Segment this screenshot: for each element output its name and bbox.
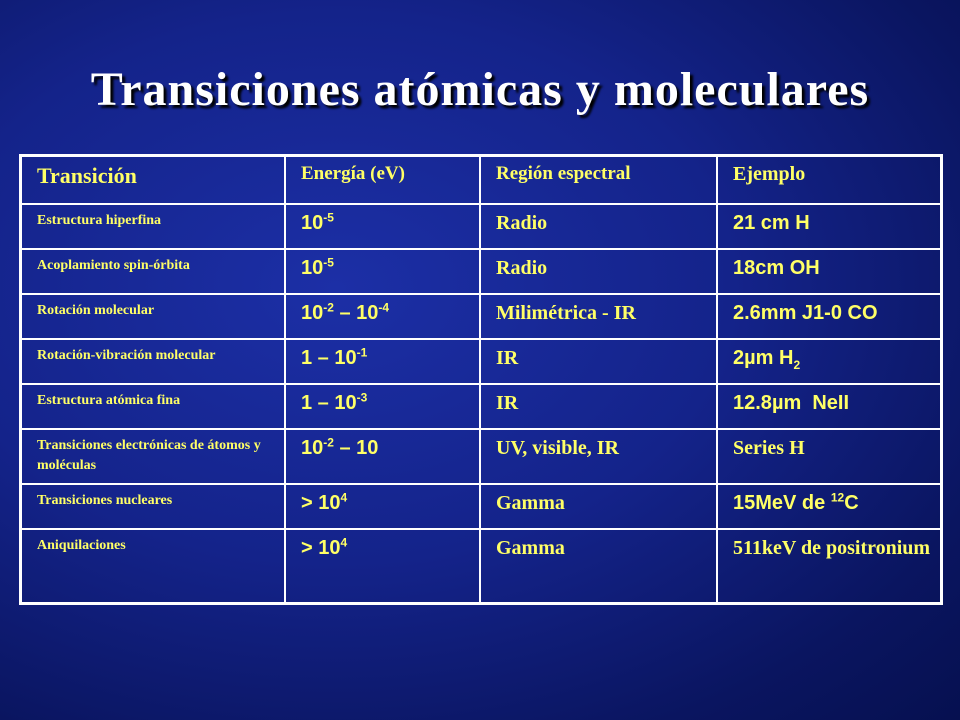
energy-exponent: 4 bbox=[340, 489, 348, 504]
energy-prefix: > bbox=[301, 491, 319, 514]
transitions-table bbox=[19, 154, 943, 605]
energy-exponent: 4 bbox=[340, 534, 348, 549]
table-header-row bbox=[21, 156, 942, 204]
energy-exponent: -1 bbox=[356, 344, 368, 359]
example-superscript: 12 bbox=[830, 489, 845, 504]
example-text: m H bbox=[755, 346, 794, 369]
energy-exponent: -3 bbox=[356, 389, 368, 404]
row-name: Transiciones nucleares bbox=[21, 484, 286, 529]
energy-exponent: -4 bbox=[378, 299, 390, 314]
row-region: Radio bbox=[480, 249, 717, 294]
row-energy bbox=[285, 484, 480, 529]
energy-dash: – bbox=[333, 301, 357, 324]
row-example: 511keV de positronium bbox=[717, 529, 942, 604]
table-row bbox=[21, 529, 942, 604]
row-example: 21 cm H bbox=[717, 204, 942, 249]
mu-symbol: µ bbox=[744, 346, 756, 369]
energy-dash: – bbox=[312, 391, 335, 414]
mu-symbol: µ bbox=[771, 391, 784, 414]
energy-base: 10 bbox=[301, 301, 324, 324]
header-energia: Energía (eV) bbox=[285, 156, 480, 204]
energy-base: 10 bbox=[318, 536, 341, 559]
row-name: Aniquilaciones bbox=[21, 529, 286, 604]
table-row bbox=[21, 384, 942, 429]
row-energy bbox=[285, 339, 480, 384]
energy-dash: – bbox=[333, 436, 357, 459]
energy-base: 10 bbox=[301, 256, 324, 279]
table-row bbox=[21, 294, 942, 339]
energy-exponent: -5 bbox=[323, 209, 334, 224]
energy-base: 10 bbox=[301, 211, 324, 234]
row-example: 18cm OH bbox=[717, 249, 942, 294]
header-ejemplo: Ejemplo bbox=[717, 156, 942, 204]
table-row bbox=[21, 339, 942, 384]
energy-base: 10 bbox=[356, 301, 379, 324]
slide-title: Transiciones atómicas y moleculares bbox=[90, 63, 870, 116]
row-example: 2.6mm J1-0 CO bbox=[717, 294, 942, 339]
row-name: Acoplamiento spin-órbita bbox=[21, 249, 286, 294]
row-example: Series H bbox=[717, 429, 942, 484]
header-transicion: Transición bbox=[21, 156, 286, 204]
energy-base: 1 bbox=[301, 346, 313, 369]
example-subscript: 2 bbox=[793, 357, 801, 372]
row-energy bbox=[285, 249, 480, 294]
row-energy bbox=[285, 384, 480, 429]
row-energy bbox=[285, 429, 480, 484]
energy-exponent: -5 bbox=[323, 254, 334, 269]
row-name: Estructura hiperfina bbox=[21, 204, 286, 249]
header-region: Región espectral bbox=[480, 156, 717, 204]
energy-exponent: -2 bbox=[323, 434, 334, 449]
energy-base: 10 bbox=[318, 491, 341, 514]
table-row bbox=[21, 484, 942, 529]
row-example bbox=[717, 484, 942, 529]
energy-base: 1 bbox=[301, 391, 313, 414]
example-text: m NeII bbox=[783, 391, 850, 414]
row-region: Milimétrica - IR bbox=[480, 294, 717, 339]
energy-base: 10 bbox=[356, 436, 379, 459]
row-region: Gamma bbox=[480, 529, 717, 604]
example-prefix: 15MeV de bbox=[733, 491, 831, 514]
row-example bbox=[717, 384, 942, 429]
row-example bbox=[717, 339, 942, 384]
energy-base: 10 bbox=[334, 346, 357, 369]
row-name: Rotación molecular bbox=[21, 294, 286, 339]
energy-base: 10 bbox=[334, 391, 357, 414]
row-energy bbox=[285, 529, 480, 604]
row-region: IR bbox=[480, 339, 717, 384]
row-region: IR bbox=[480, 384, 717, 429]
row-region: Gamma bbox=[480, 484, 717, 529]
row-region: UV, visible, IR bbox=[480, 429, 717, 484]
energy-exponent: -2 bbox=[323, 299, 334, 314]
row-name: Rotación-vibración molecular bbox=[21, 339, 286, 384]
energy-dash: – bbox=[312, 346, 335, 369]
row-region: Radio bbox=[480, 204, 717, 249]
example-prefix: 12.8 bbox=[733, 391, 772, 414]
table-row bbox=[21, 249, 942, 294]
energy-prefix: > bbox=[301, 536, 319, 559]
row-name: Estructura atómica fina bbox=[21, 384, 286, 429]
table-row bbox=[21, 204, 942, 249]
row-energy bbox=[285, 204, 480, 249]
row-energy bbox=[285, 294, 480, 339]
example-text: C bbox=[844, 491, 859, 514]
example-prefix: 2 bbox=[733, 346, 745, 369]
row-name: Transiciones electrónicas de átomos y moléculas bbox=[21, 429, 286, 484]
table-row bbox=[21, 429, 942, 484]
energy-base: 10 bbox=[301, 436, 324, 459]
